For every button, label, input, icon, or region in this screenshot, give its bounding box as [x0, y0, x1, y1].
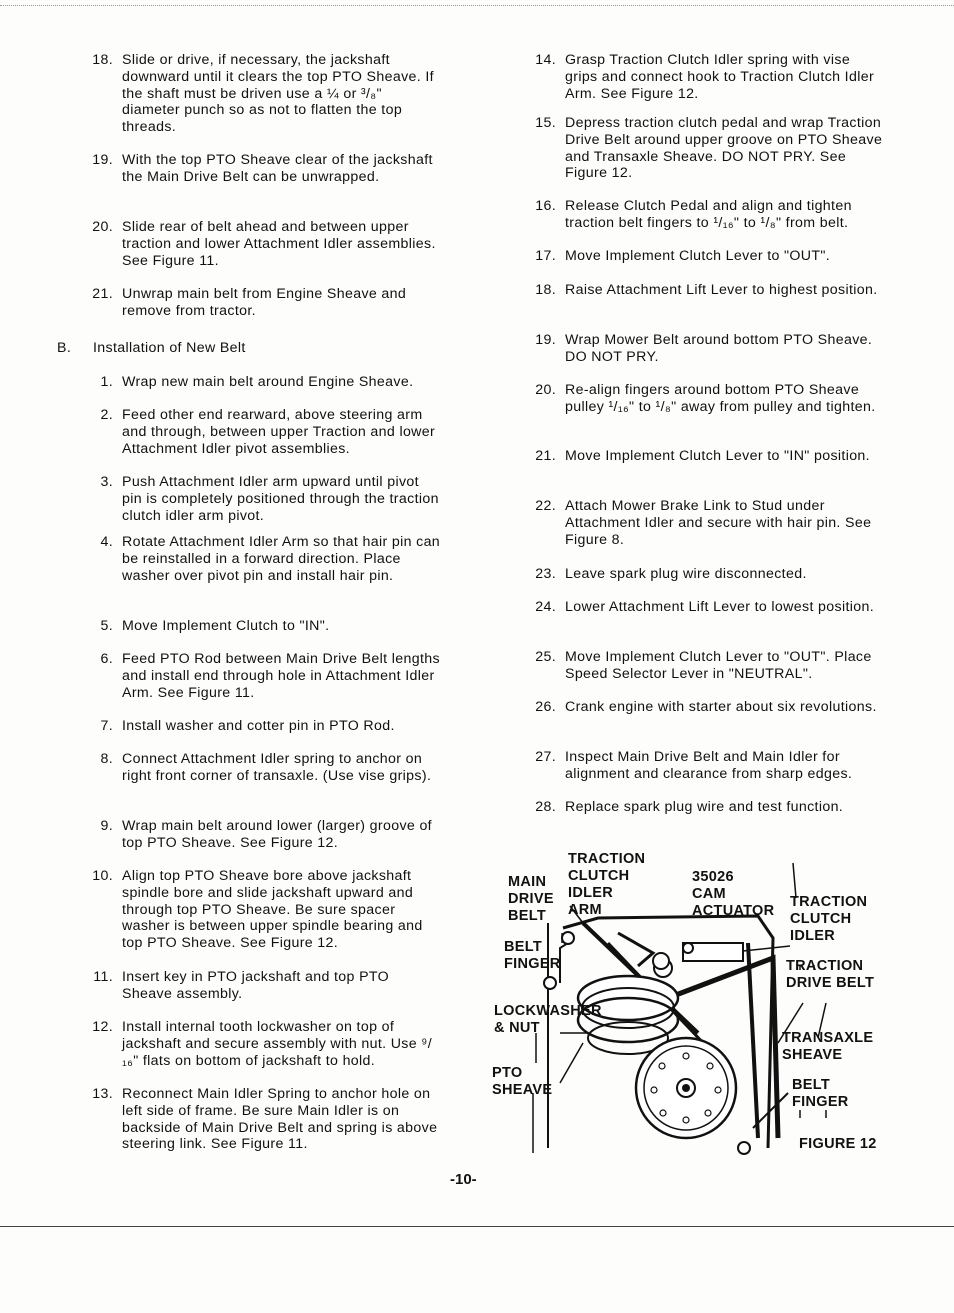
install-step-27: [529, 749, 885, 783]
step-number: 19.: [92, 152, 113, 168]
step-number: 11.: [93, 969, 113, 985]
belt-finger-left: [560, 943, 568, 983]
install-step-2: [86, 407, 442, 457]
left-step-19: [86, 152, 442, 186]
step-number: 19.: [535, 332, 556, 348]
step-number: 3.: [100, 474, 113, 490]
step-text: Raise Attachment Lift Lever to highest position.: [565, 282, 878, 298]
label-traction-clutch-idler-arm: TRACTION CLUTCH IDLER ARM: [568, 851, 646, 918]
step-number: 2.: [100, 407, 113, 423]
label-cam-actuator: 35026 CAM ACTUATOR: [692, 869, 775, 919]
install-step-5: [86, 618, 442, 635]
label-traction-clutch-idler: TRACTION CLUTCH IDLER: [790, 894, 868, 944]
step-number: 16.: [535, 198, 556, 214]
top-scan-edge: [0, 5, 954, 7]
label-belt-finger-left: BELT FINGER: [504, 939, 561, 972]
step-number: 9.: [100, 818, 113, 834]
step-text: Move Implement Clutch Lever to "OUT". Place Speed Selector Lever in "NEUTRAL".: [565, 649, 872, 682]
label-pto-sheave: PTO SHEAVE: [492, 1065, 553, 1098]
section-letter: B.: [57, 340, 72, 356]
install-step-7: [86, 718, 442, 735]
step-number: 13.: [92, 1086, 113, 1102]
step-text: Slide rear of belt ahead and between upper traction and lower Attachment Idler assemblies. See Figure 11.: [122, 219, 436, 269]
belt-finger-bolt-lower: [544, 977, 556, 989]
step-number: 23.: [535, 566, 556, 582]
step-text: Reconnect Main Idler Spring to anchor hole on left side of frame. Be sure Main Idler is on backside of Main Drive Belt and spring is above steering link. See Figure 11.: [122, 1086, 438, 1153]
label-traction-drive-belt: TRACTION DRIVE BELT: [786, 958, 875, 991]
step-text: Leave spark plug wire disconnected.: [565, 566, 807, 582]
section-title: Installation of New Belt: [93, 340, 246, 356]
step-text: Wrap Mower Belt around bottom PTO Sheave. DO NOT PRY.: [565, 332, 873, 365]
step-text: Wrap main belt around lower (larger) groove of top PTO Sheave. See Figure 12.: [122, 818, 432, 851]
install-step-15: [529, 115, 885, 182]
step-number: 6.: [100, 651, 113, 667]
install-step-24: [529, 599, 885, 616]
left-step-18: [86, 52, 442, 136]
step-number: 4.: [100, 534, 113, 550]
step-number: 5.: [100, 618, 113, 634]
step-number: 18.: [535, 282, 556, 298]
step-text: Re-align fingers around bottom PTO Sheave pulley ¹/₁₆" to ¹/₈" away from pulley and tighten.: [565, 382, 876, 415]
install-step-12: [86, 1019, 442, 1069]
left-step-21: [86, 286, 442, 320]
step-text: Grasp Traction Clutch Idler spring with vise grips and connect hook to Traction Clutch Idler Arm. See Figure 12.: [565, 52, 875, 102]
step-text: Install washer and cotter pin in PTO Rod.: [122, 718, 395, 734]
install-step-4: [86, 534, 442, 584]
install-step-22: [529, 498, 885, 548]
step-text: Attach Mower Brake Link to Stud under Attachment Idler and secure with hair pin. See Figure 8.: [565, 498, 872, 548]
label-main-drive-belt: MAIN DRIVE BELT: [508, 874, 554, 924]
lockwasher-nut: [653, 953, 669, 969]
step-text: Replace spark plug wire and test function.: [565, 799, 844, 815]
install-step-11: [86, 969, 442, 1003]
step-text: Lower Attachment Lift Lever to lowest position.: [565, 599, 875, 615]
step-number: 21.: [535, 448, 556, 464]
step-text: Move Implement Clutch to "IN".: [122, 618, 330, 634]
step-text: Crank engine with starter about six revolutions.: [565, 699, 877, 715]
step-text: Depress traction clutch pedal and wrap Traction Drive Belt around upper groove on PTO Sheave and Transaxle Sheave. DO NOT PRY. See Figure 12.: [565, 115, 883, 182]
step-text: Rotate Attachment Idler Arm so that hair pin can be reinstalled in a forward direction. Place washer over pivot pin and install hair pin.: [122, 534, 441, 584]
step-number: 25.: [535, 649, 556, 665]
install-step-1: [86, 374, 442, 391]
step-number: 15.: [535, 115, 556, 131]
step-number: 12.: [92, 1019, 113, 1035]
step-number: 27.: [535, 749, 556, 765]
step-number: 1.: [100, 374, 113, 390]
step-number: 17.: [535, 248, 556, 264]
step-text: Inspect Main Drive Belt and Main Idler for alignment and clearance from sharp edges.: [565, 749, 853, 782]
install-step-18: [529, 282, 885, 299]
step-text: With the top PTO Sheave clear of the jackshaft the Main Drive Belt can be unwrapped.: [122, 152, 433, 185]
figure-caption: FIGURE 12: [799, 1136, 877, 1152]
step-number: 21.: [92, 286, 113, 302]
page-number: -10-: [450, 1171, 477, 1188]
step-number: 26.: [535, 699, 556, 715]
step-number: 7.: [100, 718, 113, 734]
transaxle-hub-center: [682, 1084, 690, 1092]
install-step-25: [529, 649, 885, 683]
install-step-17: [529, 248, 885, 265]
install-step-10: [86, 868, 442, 952]
step-number: 24.: [535, 599, 556, 615]
bottom-scan-edge: [0, 1226, 954, 1227]
step-number: 22.: [535, 498, 556, 514]
install-step-8: [86, 751, 442, 785]
step-text: Feed PTO Rod between Main Drive Belt lengths and install end through hole in Attachment Idler Arm. See Figure 11.: [122, 651, 440, 701]
install-step-9: [86, 818, 442, 852]
step-number: 20.: [92, 219, 113, 235]
install-step-3: [86, 474, 442, 524]
step-text: Push Attachment Idler arm upward until pivot pin is completely positioned through the traction clutch idler arm pivot.: [122, 474, 439, 524]
step-text: Insert key in PTO jackshaft and top PTO Sheave assembly.: [122, 969, 390, 1002]
label-lockwasher-nut: LOCKWASHER & NUT: [494, 1003, 602, 1036]
install-step-14: [529, 52, 885, 102]
belt-finger-right-bolt: [738, 1142, 750, 1154]
install-step-13: [86, 1086, 442, 1153]
step-text: Connect Attachment Idler spring to anchor on right front corner of transaxle. (Use vise grips).: [122, 751, 432, 784]
step-text: Align top PTO Sheave bore above jackshaft spindle bore and slide jackshaft upward and through top PTO Sheave. Be sure spacer washer is between upper spindle bearing and top PTO Sheave. See Figure 12.: [122, 868, 423, 952]
install-step-26: [529, 699, 885, 716]
install-step-16: [529, 198, 885, 232]
left-step-20: [86, 219, 442, 269]
install-step-20: [529, 382, 885, 416]
step-text: Feed other end rearward, above steering arm and through, between upper Traction and lower Attachment Idler pivot assemblies.: [122, 407, 436, 457]
label-belt-finger-right: BELT FINGER: [792, 1077, 849, 1110]
step-number: 20.: [535, 382, 556, 398]
install-step-6: [86, 651, 442, 701]
figure-12: [488, 848, 888, 1158]
traction-drive-belt-return: [748, 943, 758, 1138]
install-step-21: [529, 448, 885, 465]
install-step-28: [529, 799, 885, 816]
step-text: Slide or drive, if necessary, the jackshaft downward until it clears the top PTO Sheave. If the shaft must be driven use a ¼ or ³/₈" diameter punch so as not to flatten the top threads.: [122, 52, 434, 136]
section-b-heading: [57, 340, 246, 356]
step-text: Move Implement Clutch Lever to "IN" position.: [565, 448, 870, 464]
install-step-23: [529, 566, 885, 583]
step-text: Move Implement Clutch Lever to "OUT".: [565, 248, 831, 264]
step-text: Wrap new main belt around Engine Sheave.: [122, 374, 414, 390]
step-number: 28.: [535, 799, 556, 815]
step-text: Unwrap main belt from Engine Sheave and remove from tractor.: [122, 286, 407, 319]
step-number: 14.: [535, 52, 556, 68]
step-text: Install internal tooth lockwasher on top of jackshaft and secure assembly with nut. Use ⁹/₁₆" flats on bottom of jackshaft to hold.: [122, 1019, 432, 1069]
label-transaxle-sheave: TRANSAXLE SHEAVE: [782, 1030, 874, 1063]
step-number: 18.: [92, 52, 113, 68]
install-step-19: [529, 332, 885, 366]
belt-finger-bolt: [562, 932, 574, 944]
step-number: 8.: [100, 751, 113, 767]
step-text: Release Clutch Pedal and align and tighten traction belt fingers to ¹/₁₆" to ¹/₈" from belt.: [565, 198, 852, 231]
step-number: 10.: [92, 868, 113, 884]
